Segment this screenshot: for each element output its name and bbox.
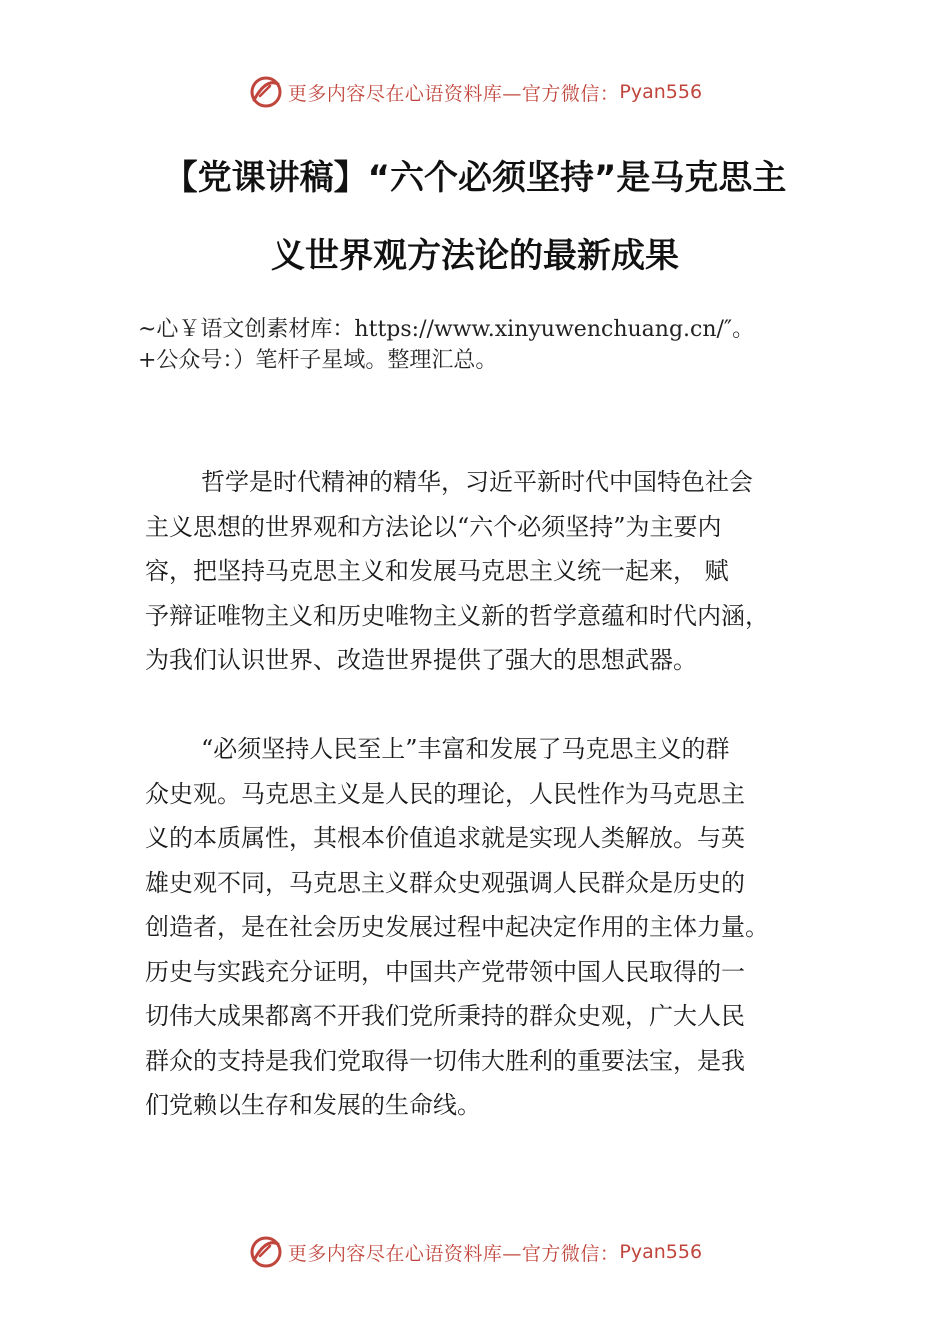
wechat-id: Pyan556 (619, 81, 703, 103)
paragraph-line: 创造者，是在社会历史发展过程中起决定作用的主体力量。 (145, 913, 769, 941)
paragraph-line: 为我们认识世界、改造世界提供了强大的思想武器。 (145, 646, 697, 674)
source-note-line-2: +公众号：）笔杆子星域。整理汇总。 (138, 348, 498, 373)
body-paragraph-1 (145, 460, 835, 683)
document-title-line-1: 【党课讲稿】“六个必须坚持”是马克思主 (163, 158, 787, 198)
paragraph-line: 历史与实践充分证明，中国共产党带领中国人民取得的一 (145, 957, 745, 986)
paragraph-line: 容，把坚持马克思主义和发展马克思主义统一起来， 赋 (145, 557, 729, 585)
paragraph-line: 切伟大成果都离不开我们党所秉持的群众史观，广大人民 (145, 1002, 745, 1030)
banner-text: 更多内容尽在心语资料库—官方微信： (287, 1242, 620, 1265)
paragraph-line: 们党赖以生存和发展的生命线。 (145, 1091, 481, 1119)
paragraph-line: 群众的支持是我们党取得一切伟大胜利的重要法宝，是我 (145, 1046, 745, 1075)
paragraph-line: 众史观。马克思主义是人民的理论，人民性作为马克思主 (145, 779, 745, 808)
body-paragraph-2 (145, 727, 835, 1128)
wechat-id: Pyan556 (619, 1241, 703, 1263)
seal-logo-icon (248, 74, 284, 110)
paragraph-line: 主义思想的世界观和方法论以“六个必须坚持”为主要内 (145, 512, 722, 541)
footer-banner (0, 1230, 950, 1274)
paragraph-line: 予辩证唯物主义和历史唯物主义新的哲学意蕴和时代内涵， (145, 601, 769, 630)
paragraph-line: 哲学是时代精神的精华，习近平新时代中国特色社会 (201, 468, 753, 496)
header-banner (0, 70, 950, 114)
banner-text: 更多内容尽在心语资料库—官方微信： (287, 82, 620, 105)
document-title-line-2: 义世界观方法论的最新成果 (271, 236, 679, 276)
seal-logo-icon (248, 1234, 284, 1270)
source-note-line-1: ~心￥语文创素材库：https://www.xinyuwenchuang.cn/″。 (138, 317, 755, 342)
paragraph-line: 义的本质属性，其根本价值追求就是实现人类解放。与英 (145, 824, 745, 852)
paragraph-line: “必须坚持人民至上”丰富和发展了马克思主义的群 (201, 735, 730, 763)
paragraph-line: 雄史观不同，马克思主义群众史观强调人民群众是历史的 (145, 868, 745, 897)
